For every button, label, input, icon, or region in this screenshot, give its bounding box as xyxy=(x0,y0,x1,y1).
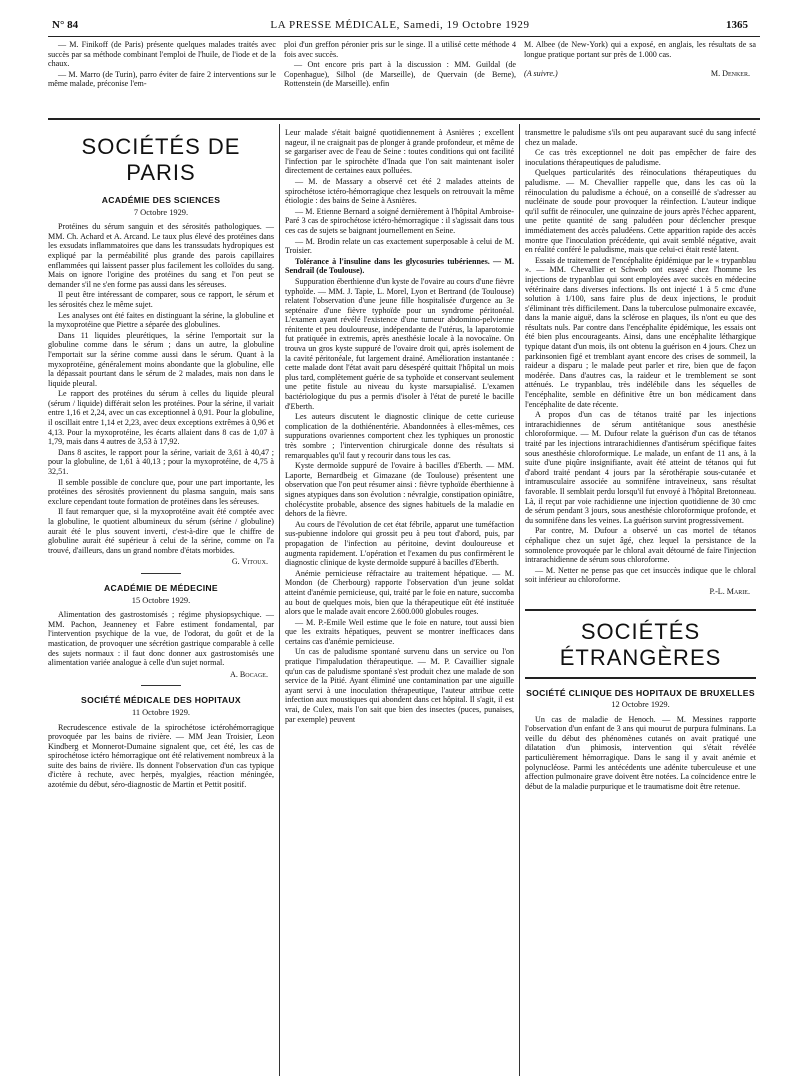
page-number: 1365 xyxy=(726,19,748,31)
journal-title: LA PRESSE MÉDICALE, Samedi, 19 Octobre 1929 xyxy=(270,19,530,31)
separator xyxy=(141,573,181,574)
paragraph: ploi d'un greffon péronier pris sur le singe. Il a utilisé cette méthode 4 fois avec succès. xyxy=(284,40,516,59)
band-rule xyxy=(48,118,760,120)
top-column-1 xyxy=(48,40,276,90)
paragraph: Anémie pernicieuse réfractaire au traitement hépatique. — M. Mondon (de Cherbourg) rapporte l'observation d'un jeune soldat atteint d'anémie pernicieuse, qui, traité par le foie en nature, succomba au bout de quelques mois, bien que la thérapeutique eût été instituée alors que le malade avait encore 2.600.000 globules rouges. xyxy=(285,568,514,617)
paragraph: Suppuration éberthienne d'un kyste de l'ovaire au cours d'une fièvre typhoïde. — MM. J. Tapie, L. Morel, Lyon et Bertrand (de Toulouse) relatent l'observation d'une jeune fille hospitalisée d'urgence au 3e septénaire d'une fièvre typhoïde pour un syndrome péritonéal. L'examen ayant révélé l'existence d'une tumeur abdomino-pelvienne rénitente et peu douloureuse, indépendante de l'utérus, la laparotomie fut pratiquée in extremis, après anesthésie locale à la novocaïne. On trouva un gros kyste suppuré de l'ovaire droit qui, après isolement de la cavité péritonéale, fut largement drainé. Amélioration instantanée : cette malade dont l'état avait paru désespéré quittait l'hôpital un mois plus tard, complètement guérie de sa typhoïde et conservant seulement une petite fistule au niveau du kyste marsupialisé. L'examen bactériologique du pus a permis d'isoler à l'état de pureté le bacille d'Eberth. xyxy=(285,276,515,411)
separator xyxy=(141,685,181,686)
paragraph: Un cas de paludisme spontané survenu dans un service ou l'on pratique l'impaludation thérapeutique. — M. P. Cavaillier signale qu'un cas de paludisme spontané s'est produit chez une malade de son service de la Pitié. Ayant éliminé une contamination par une aiguille ayant servi à une inoculation thérapeutique, l'auteur attribue cette infection aux moustiques qui abondent dans cet hôpital. Il s'agit, il est vrai, de Culex, mais l'on sait que bien des insectes (puces, punaises, par exemple) peuvent xyxy=(285,647,514,724)
paragraph: — M. Netter ne pense pas que cet insuccès indique que le chloral soit inférieur au chloroforme. xyxy=(525,565,756,585)
column-3 xyxy=(525,128,756,792)
paragraph: Dans 8 ascites, le rapport pour la sérine, variait de 3,61 à 40,47 ; pour la globuline, de 1,61 à 40,13 ; pour la myxoprotéine, de 4,75 à 32,51. xyxy=(48,447,274,477)
paragraph: Tolérance à l'insuline dans les glycosuries tubériennes. — M. Sendrail (de Toulouse). xyxy=(285,256,514,276)
column-1 xyxy=(48,126,274,791)
column-rule xyxy=(519,124,520,1076)
paragraph: Les analyses ont été faites en distinguant la sérine, la globuline et la myxoprotéine que Piettre a séparée des globulines. xyxy=(48,310,274,330)
paragraph: — Ont encore pris part à la discussion : MM. Guildal (de Copenhague), Silhol (de Marseille), de Quervain (de Berne), Rottenstein (de Marseille). enfin xyxy=(284,60,516,89)
author-signature: A. Bocage. xyxy=(230,669,268,679)
paragraph: Recrudescence estivale de la spirochétose ictérohémorragique provoquée par les bains de rivière. — MM Jean Troisier, Leon Kindberg et Monnerot-Dumaine signalent que, cet été, les cas de spirochétose ictéro hémorragique ont été relativement nombreux à la suite des bains de rivière. Ils donnent l'observation d'un cas typique d'ictère à rechute, avec herpès, myalgies, réaction méningée, azotémie du début, séro-diagnostic de Martin et Pettit positif. xyxy=(48,722,274,790)
society-heading: ACADÉMIE DE MÉDECINE xyxy=(104,582,218,593)
paragraph: Il peut être intéressant de comparer, sous ce rapport, le sérum et les sérosités chez le même sujet. xyxy=(48,290,274,309)
paragraph: Ce cas très exceptionnel ne doit pas empêcher de faire des inoculations thérapeutiques de paludisme. xyxy=(525,148,756,167)
paragraph: Le rapport des protéines du sérum à celles du liquide pleural (sérum / liquide) différait selon les protéines. Pour la sérine, il variait entre 1,16 et 2,24, avec un cas exceptionnel à 0,91. Pour la globuline, il oscillait entre 1,14 et 2,23, avec deux exceptions extrêmes à 0,96 et 4,13. Pour la myxoprotéine, les écarts allaient dans 8 cas de 1,07 à 1,79, mais dans 4 autres de 3,53 à 17,92. xyxy=(48,389,274,447)
paragraph: Il semble possible de conclure que, pour une part importante, les protéines des sérosités proviennent du plasma sanguin, mais sans exclure cependant toute formation de protéines dans les séreuses. xyxy=(48,477,274,506)
paragraph: — M. P.-Emile Weil estime que le foie en nature, tout aussi bien que les extraits hépatiques, peuvent se montrer inefficaces dans certains cas d'anémie pernicieuse. xyxy=(285,617,514,646)
top-column-2 xyxy=(284,40,516,90)
society-heading: SOCIÉTÉ CLINIQUE DES HOPITAUX DE BRUXELLES xyxy=(526,687,755,698)
paragraph: — M. de Massary a observé cet été 2 malades atteints de spirochétose ictéro-hémorragique chez lesquels on retrouvait la même étiologie : des bains de Seine à Asnières. xyxy=(285,176,514,206)
paragraph: Kyste dermoïde suppuré de l'ovaire à bacilles d'Eberth. — MM. Laporte, Bernardbeig et Gimazane (de Toulouse) présentent une observation que l'on peut résumer ainsi : fièvre typhoïde éberthienne à signes atypiques dans son évolution : névralgie, constipation opiniâtre, cholécystite probable, absence des signes habituels de la maladie en dehors de la fièvre. xyxy=(285,461,514,519)
section-rule xyxy=(525,609,756,611)
paragraph: Un cas de maladie de Henoch. — M. Messines rapporte l'observation d'un enfant de 3 ans qui mourut de purpura fulminans. La veille du début des phénomènes cutanés on avait pratiqué une dilatation d'un phimosis, intervention qui s'était révélée particulièrement hémorragique. Dans le sang il y avait anémie et polynucléose. Parmi les antécédents une adénite tuberculeuse et une affection pulmonaire grave doivent être notées. La coïncidence entre le début de la maladie purpurique et le traumatisme doit être retenue. xyxy=(525,714,756,791)
paragraph: Leur malade s'était baigné quotidiennement à Asnières ; excellent nageur, il ne craignait pas de plonger à grande profondeur, et même de se gargariser avec de l'eau de Seine : toutes conditions qui ont facilité l'infection par le spirochète d'Inada que l'on sait maintenant isoler directement de certaines eaux polluées. xyxy=(285,128,514,176)
page-header xyxy=(44,18,756,32)
paragraph: Dans 11 liquides pleurétiques, la sérine l'emportait sur la globuline comme dans le sérum ; dans un autre, la globuline l'emportait sur la sérine comme aussi dans le sérum. Quant à la myxoprotéine, généralement moins abondante que la globuline, elle la dépassait pourtant dans le sérum de 2 malades, mais non dans le liquide pleural. xyxy=(48,330,274,388)
paragraph: — M. Marro (de Turin), parro éviter de faire 2 interventions sur le même malade, préconise l'em- xyxy=(48,69,276,89)
paragraph: — M. Brodin relate un cas exactement superposable à celui de M. Troisier. xyxy=(285,236,514,256)
signature-row xyxy=(524,69,750,79)
society-heading: SOCIÉTÉ MÉDICALE DES HOPITAUX xyxy=(81,695,241,706)
section-rule xyxy=(525,677,756,679)
paragraph: Alimentation des gastrostomisés ; régime physiopsychique. — MM. Pachon, Jeanneney et Fabre estiment fondamental, par l'intervention psychique de la vue, de l'odorat, du goût et de la mastication, de provoquer une sécrétion gastrique comparable à celle des sujets normaux : il faut donc donner aux gastrostomisés une alimentation variée analogue à celle d'un sujet normal. xyxy=(48,610,274,668)
paragraph: Protéines du sérum sanguin et des sérosités pathologiques. — MM. Ch. Achard et A. Arcand. Le taux plus élevé des protéines dans les exsudats inflammatoires que dans les transsudats hydropiques est expliqué par la perméabilité plus grande des parois capillaires enflammées qui laissent passer plus facilement les colloïdes du sang. Mais on ignore l'origine des protéines du sang et l'on peut se demander s'il ne s'en forme pas aussi dans les séreuses. xyxy=(48,222,274,289)
paragraph: A propos d'un cas de tétanos traité par les injections intrarachidiennes de sérum antitétanique sous anesthésie chloroformique. — M. Dufour relate la guérison d'un cas de tétanos traité par les injections intrarachidiennes d'antisérum spécifique faites sous anesthésie chloroformique. Le malade, un enfant de 11 ans, à la suite d'une piqûre insignifiante, avait été atteint de tétanos qui fut d'abord traité pendant 4 jours par la sérothérapie sous-cutanée et intramusculaire associée au somnifène intraveineux, sans résultat favorable. Il semblait perdu lorsqu'il fut envoyé à l'hôpital Bretonneau. Là, il reçut par voie rachidienne une injection quotidienne de 30 cmc de sérum pendant 3 jours, sous anesthésie chloroformique profonde, et du somnifène dans les veines. La guérison survint progressivement. xyxy=(525,410,756,525)
top-column-3 xyxy=(524,40,756,79)
session-date: 12 Octobre 1929. xyxy=(611,700,670,710)
paragraph: Au cours de l'évolution de cet état fébrile, apparut une tuméfaction sus-pubienne indolore qui grossit peu à peu tout d'abord, puis, par propagation de l'infection au péritoine, devint douloureuse et augmenta rapidement. L'opération et l'examen du pus confirmèrent le diagnostic clinique de kyste dermoïde suppuré à bacilles d'Eberth. xyxy=(285,519,514,568)
header-rule xyxy=(48,36,760,37)
session-date: 15 Octobre 1929. xyxy=(131,595,191,605)
section-title: SOCIÉTÉS DE PARIS xyxy=(81,134,241,185)
paragraph: Par contre, M. Dufour a observé un cas mortel de tétanos céphalique chez un sujet âgé, chez lequel la persistance de la somnolence provoquée par le chloral avait détourné de faire l'injection intrarachidienne de sérum sous chloroforme. xyxy=(525,526,756,565)
issue-number: N° 84 xyxy=(52,19,79,31)
paragraph: — M. Finikoff (de Paris) présente quelques malades traités avec succès par sa méthode combinant l'emploi de l'huile, de l'iode et de la chaux. xyxy=(48,40,276,69)
author-signature: G. Vitoux. xyxy=(231,557,268,567)
paragraph: Les auteurs discutent le diagnostic clinique de cette curieuse complication de la dothiénentérie. Abandonnées à elles-mêmes, ces suppurations ovariennes comportent chez les typhiques un pronostic très sombre ; l'intervention chirurgicale donne des résultats si remarquables qu'il faut y recourir dans tous les cas. xyxy=(285,412,514,460)
author-signature: P.-L. Marie. xyxy=(709,586,750,596)
section-title: SOCIÉTÉS ÉTRANGÈRES xyxy=(559,618,722,670)
column-2 xyxy=(285,128,514,725)
paragraph: Essais de traitement de l'encéphalite épidémique par le « trypanblau ». — MM. Chevallier et Schwob ont essayé chez l'homme les injections de trypanblau qui sont employées avec succès en médecine vétérinaire dans diverses infections. Ils ont injecté 1 à 5 cmc d'une solution à 1/100, sans faire plus de deux injections, le produit s'éliminant très difficilement. Dans la tuberculose pulmonaire excavée, dans la manie aiguë, dans la sclérose en plaques, ils n'ont eu que des résultats nuls. Par contre dans l'encéphalite épidémique, les essais ont été bien plus encourageants. Ainsi, dans une encéphalite léthargique typique datant d'un mois, ils ont obtenu la guérison en 4 jours. Chez un parkinsonien figé et tremblant ayant encore des crises de sommeil, la raideur a disparu ; le malade peut parler et rire, bien que de façon modérée. Dans d'autres cas, la raideur et le tremblement se sont atténués. Le trypanblau, très indélébile dans les séquelles de l'encéphalite, semble en définitive être un bon médicament dans l'encéphalite de date récente. xyxy=(525,255,756,409)
paragraph: Quelques particularités des réinoculations thérapeutiques du paludisme. — M. Chevallier rappelle que, dans les cas où la réinoculation du paludisme a échoué, on a conseillé de s'adresser au nucléinate de soude pour provoquer la réinfection. L'auteur indique qu'il suffit de réinoculer, une quinzaine de jours après l'échec apparent, une petite quantité de sang paludéen pour déclencher presque immédiatement des accès paludéens. Cette apparition rapide des accès montre que l'inoculation précédente, qui avait semblé négative, avait en réalité conféré le paludisme, mais que celui-ci était resté latent. xyxy=(525,168,756,255)
society-heading: ACADÉMIE DES SCIENCES xyxy=(101,195,221,205)
to-be-continued: (A suivre.) xyxy=(524,69,558,79)
paragraph: transmettre le paludisme s'ils ont peu auparavant sucé du sang infecté chez un malade. xyxy=(525,128,756,147)
column-rule xyxy=(279,124,280,1076)
author-signature: M. Denker. xyxy=(710,69,750,79)
session-date: 7 Octobre 1929. xyxy=(133,207,189,217)
session-date: 11 Octobre 1929. xyxy=(131,707,191,717)
paragraph: Il faut remarquer que, si la myxoprotéine avait été comptée avec la globuline, le quotient albumineux du sérum (sérine / globuline) aurait été le plus souvent inverti, c'est-à-dire que le chiffre de globuline aurait été supérieur à celui de la sérine, comme on l'a trouvé, d'ailleurs, dans un grand nombre d'états morbides. xyxy=(48,507,274,555)
paragraph: M. Albee (de New-York) qui a exposé, en anglais, les résultats de sa longue pratique portant sur près de 1.000 cas. xyxy=(524,40,756,59)
paragraph: — M. Etienne Bernard a soigné dernièrement à l'hôpital Ambroise-Paré 3 cas de spirochétose ictéro-hémorragique : il s'agissait dans tous ces cas de sujets se baignant journellement en Seine. xyxy=(285,206,514,235)
